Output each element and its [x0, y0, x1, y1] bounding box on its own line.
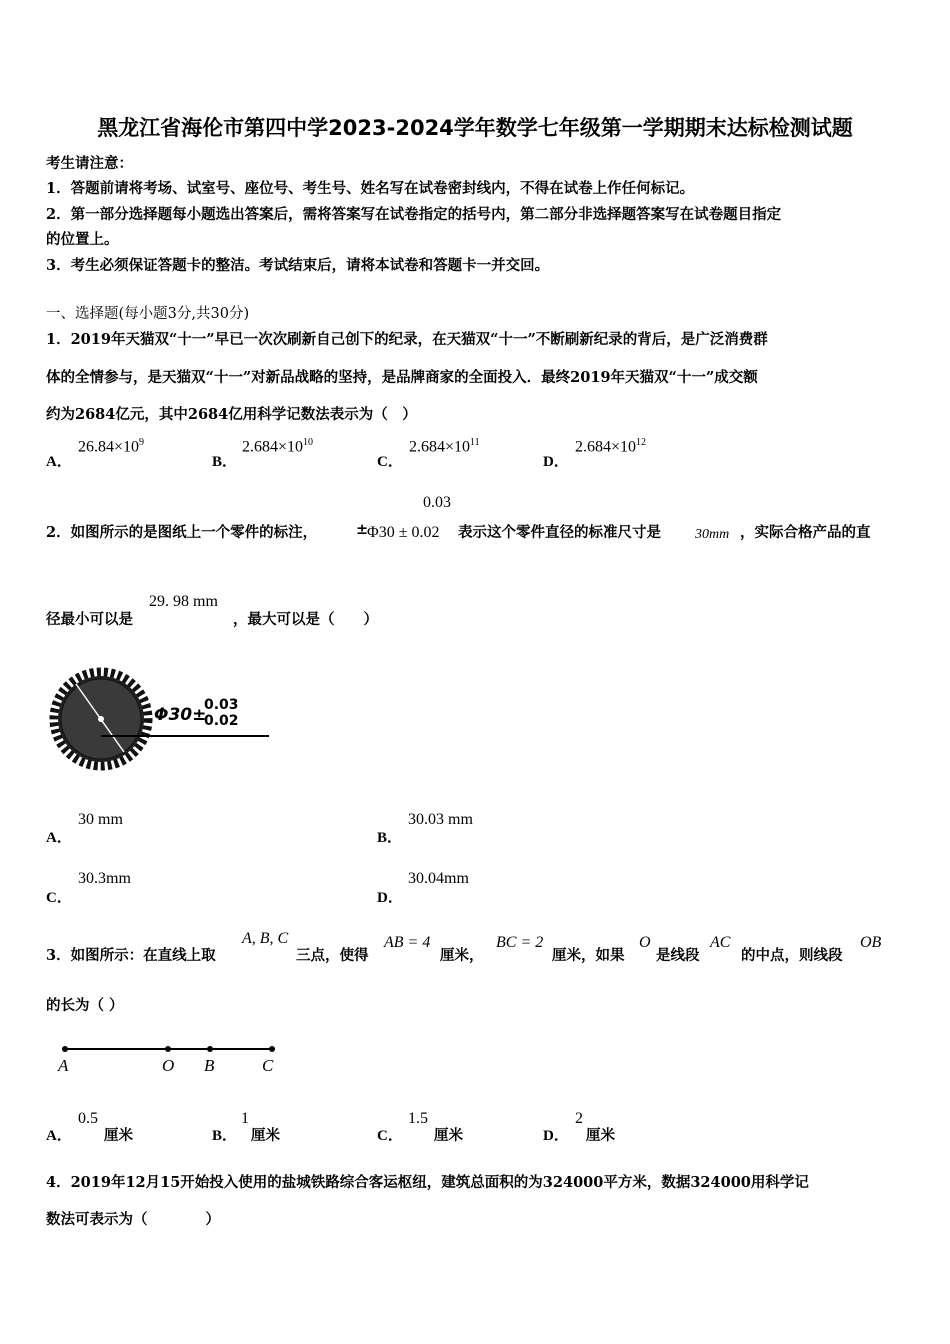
- q3-option-d[interactable]: 2: [575, 1110, 583, 1127]
- q3-option-a-unit: 厘米: [104, 1127, 133, 1144]
- q3-option-b[interactable]: 1: [241, 1110, 249, 1127]
- q3-ob: OB: [860, 934, 882, 951]
- q2-option-d-label: D．: [377, 890, 403, 906]
- q2-expression: Φ30 ± 0.02: [367, 524, 440, 541]
- point-o: [165, 1046, 171, 1052]
- q3-option-c-unit: 厘米: [434, 1127, 463, 1144]
- q3-o: O: [639, 934, 651, 951]
- point-a: [62, 1046, 68, 1052]
- q1-option-a[interactable]: $26.84\times 10^9$: [78, 437, 145, 456]
- label-b: B: [204, 1056, 215, 1075]
- q3-line2: 的长为（ ）: [46, 997, 124, 1014]
- q1-option-c[interactable]: $2.684\times 10^{11}$: [409, 437, 480, 456]
- q1-option-b[interactable]: $2.684\times 10^{10}$: [242, 437, 314, 456]
- q3-option-c-label: C．: [377, 1128, 403, 1144]
- label-a: A: [58, 1056, 69, 1075]
- q2-option-c[interactable]: 30.3mm: [78, 870, 131, 887]
- q2-option-c-label: C．: [46, 890, 72, 906]
- q2-prefix: 2．如图所示的是图纸上一个零件的标注，: [46, 524, 318, 541]
- notice-heading: 考生请注意：: [46, 155, 133, 172]
- q3-option-c[interactable]: 1.5: [408, 1110, 428, 1127]
- q3-option-d-unit: 厘米: [586, 1127, 615, 1144]
- section-heading: 一、选择题(每小题3分,共30分): [46, 306, 250, 322]
- q3-option-b-label: B．: [212, 1128, 238, 1144]
- q2-mid: 表示这个零件直径的标准尺寸是: [458, 524, 661, 541]
- q1-option-a-label: A．: [46, 454, 72, 470]
- q3-s1: 3．如图所示：在直线上取: [46, 947, 216, 964]
- q1-option-b-label: B．: [212, 454, 238, 470]
- q1-option-c-label: C．: [377, 454, 403, 470]
- center-point: [98, 716, 104, 722]
- q2-standard: 30mm: [695, 527, 730, 542]
- gear-label: Φ30±: [154, 705, 207, 725]
- q3-ab: AB = 4: [384, 934, 431, 951]
- q2-option-b-label: B．: [377, 830, 403, 846]
- q1-line: 1．2019年天猫双“十一”早已一次次刷新自己创下的纪录，在天猫双“十一”不断刷新纪录的背后，是广泛消费群: [46, 331, 768, 348]
- q2-line2a: 径最小可以是: [46, 611, 133, 628]
- q3-bc: BC = 2: [496, 934, 544, 951]
- point-b: [207, 1046, 213, 1052]
- q2-pm: ±: [356, 521, 369, 538]
- notice-item: 1．答题前请将考场、试室号、座位号、考生号、姓名写在试卷密封线内，不得在试卷上作任何标记。: [46, 180, 695, 197]
- line-segment-figure: [50, 1038, 290, 1080]
- q1-line: 体的全情参与，是天猫双“十一”对新品战略的坚持，是品牌商家的全面投入．最终2019年天猫双“十一”成交额: [46, 369, 758, 386]
- label-c: C: [262, 1056, 274, 1075]
- gear-upper: 0.03: [204, 697, 239, 713]
- q2-line2b: ，最大可以是（ ）: [233, 611, 378, 628]
- q2-option-a[interactable]: 30 mm: [78, 811, 123, 828]
- q1-line: 约为2684亿元，其中2684亿用科学记数法表示为（ ）: [46, 406, 417, 423]
- q3-option-a[interactable]: 0.5: [78, 1110, 98, 1127]
- q3-s5: 是线段: [656, 947, 700, 964]
- q3-option-b-unit: 厘米: [251, 1127, 280, 1144]
- q2-option-b[interactable]: 30.03 mm: [408, 811, 473, 828]
- notice-item: 3．考生必须保证答题卡的整洁。考试结束后，请将本试卷和答题卡一并交回。: [46, 257, 550, 274]
- q3-s4: 厘米，如果: [552, 947, 625, 964]
- q2-option-d[interactable]: 30.04mm: [408, 870, 469, 887]
- q1-option-d[interactable]: $2.684\times 10^{12}$: [575, 437, 647, 456]
- notice-item: 2．第一部分选择题每小题选出答案后，需将答案写在试卷指定的括号内，第二部分非选择题答案写在试卷题目指定: [46, 206, 782, 223]
- q3-option-a-label: A．: [46, 1128, 72, 1144]
- page-title: 黑龙江省海伦市第四中学2023-2024学年数学七年级第一学期期末达标检测试题: [97, 116, 853, 140]
- gear-figure: [46, 664, 276, 774]
- notice-item: 的位置上。: [46, 231, 119, 248]
- q1-option-d-label: D．: [543, 454, 569, 470]
- gear-lower: 0.02: [204, 713, 239, 729]
- q2-min: 29. 98 mm: [149, 593, 218, 610]
- q2-tolerance-upper: 0.03: [423, 494, 451, 511]
- q3-ac: AC: [710, 934, 731, 951]
- q3-option-d-label: D．: [543, 1128, 569, 1144]
- q3-points: A, B, C: [242, 930, 289, 947]
- q4-line: 4．2019年12月15开始投入使用的盐城铁路综合客运枢纽，建筑总面积的为324000平方米，数据324000用科学记: [46, 1174, 809, 1191]
- q3-s6: 的中点，则线段: [741, 947, 843, 964]
- point-c: [269, 1046, 275, 1052]
- q4-line: 数法可表示为（ ）: [46, 1211, 220, 1228]
- label-o: O: [162, 1056, 175, 1075]
- q2-tail: ，实际合格产品的直: [740, 524, 871, 541]
- q3-s3: 厘米，: [440, 947, 484, 964]
- q2-option-a-label: A．: [46, 830, 72, 846]
- q3-s2: 三点，使得: [296, 947, 369, 964]
